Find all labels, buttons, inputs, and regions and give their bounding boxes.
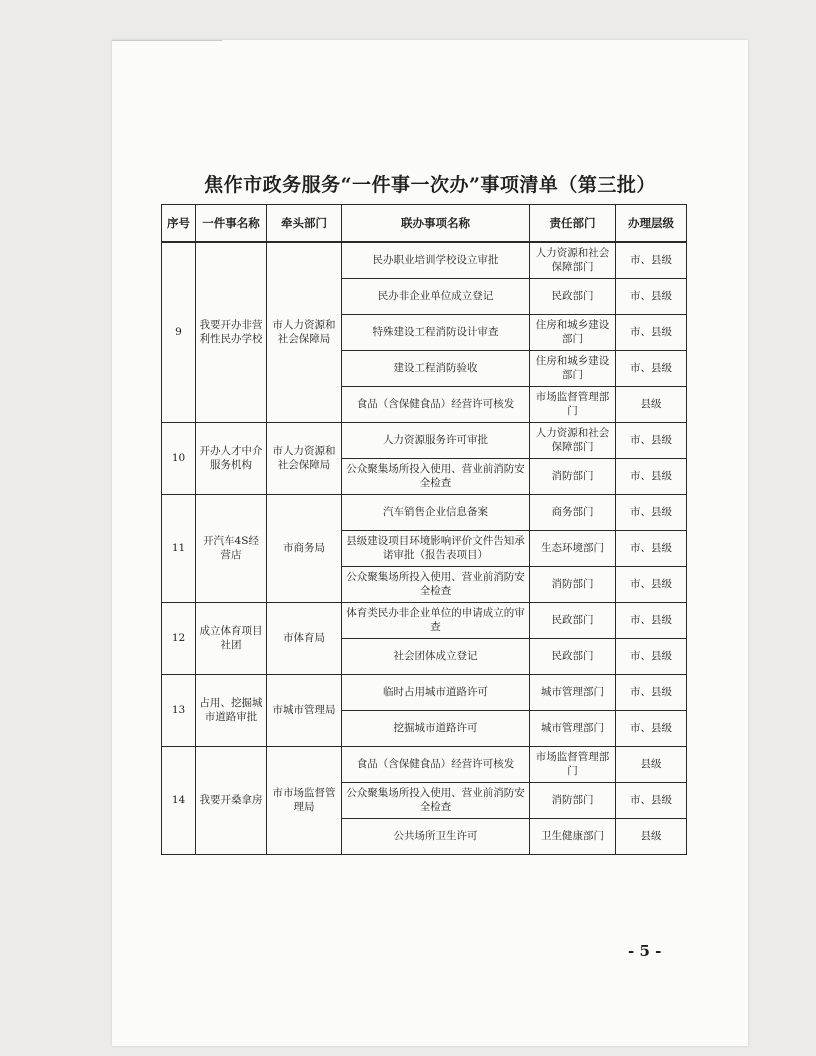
handling-level-cell: 市、县级 (616, 566, 687, 602)
group-number-cell: 12 (162, 602, 196, 674)
lead-department-cell: 市城市管理局 (267, 674, 342, 746)
handling-level-cell: 县级 (616, 746, 687, 782)
handling-level-cell: 市、县级 (616, 350, 687, 386)
responsible-department-cell: 民政部门 (530, 638, 616, 674)
responsible-department-cell: 城市管理部门 (530, 674, 616, 710)
joint-task-cell: 临时占用城市道路许可 (342, 674, 530, 710)
responsible-department-cell: 商务部门 (530, 494, 616, 530)
table-row (162, 242, 687, 278)
handling-level-cell: 市、县级 (616, 458, 687, 494)
page-number: - 5 - (628, 942, 662, 960)
responsible-department-cell: 住房和城乡建设部门 (530, 350, 616, 386)
responsible-department-cell: 生态环境部门 (530, 530, 616, 566)
joint-task-cell: 社会团体成立登记 (342, 638, 530, 674)
responsible-department-cell: 市场监督管理部门 (530, 386, 616, 422)
responsible-department-cell: 市场监督管理部门 (530, 746, 616, 782)
group-number-cell: 10 (162, 422, 196, 494)
group-number-cell: 13 (162, 674, 196, 746)
column-header-task: 联办事项名称 (342, 205, 530, 243)
column-header-dept: 责任部门 (530, 205, 616, 243)
column-header-level: 办理层级 (616, 205, 687, 243)
joint-task-cell: 公共场所卫生许可 (342, 818, 530, 854)
joint-task-cell: 公众聚集场所投入使用、营业前消防安全检查 (342, 458, 530, 494)
joint-task-cell: 食品（含保健食品）经营许可核发 (342, 386, 530, 422)
handling-level-cell: 县级 (616, 386, 687, 422)
table-row (162, 494, 687, 530)
joint-task-cell: 汽车销售企业信息备案 (342, 494, 530, 530)
responsible-department-cell: 城市管理部门 (530, 710, 616, 746)
table-body (162, 242, 687, 854)
lead-department-cell: 市人力资源和社会保障局 (267, 422, 342, 494)
table-row (162, 746, 687, 782)
table-header-row (162, 205, 687, 243)
handling-level-cell: 市、县级 (616, 530, 687, 566)
joint-task-cell: 民办职业培训学校设立审批 (342, 242, 530, 278)
table-row (162, 602, 687, 638)
handling-level-cell: 市、县级 (616, 710, 687, 746)
joint-task-cell: 县级建设项目环境影响评价文件告知承诺审批（报告表项目） (342, 530, 530, 566)
responsible-department-cell: 民政部门 (530, 278, 616, 314)
joint-task-cell: 公众聚集场所投入使用、营业前消防安全检查 (342, 566, 530, 602)
item-name-cell: 成立体育项目社团 (196, 602, 267, 674)
handling-level-cell: 县级 (616, 818, 687, 854)
responsible-department-cell: 住房和城乡建设部门 (530, 314, 616, 350)
joint-task-cell: 特殊建设工程消防设计审查 (342, 314, 530, 350)
table-row (162, 674, 687, 710)
document-title: 焦作市政务服务“一件事一次办”事项清单（第三批） (204, 174, 656, 196)
handling-level-cell: 市、县级 (616, 314, 687, 350)
joint-task-cell: 体育类民办非企业单位的申请成立的审查 (342, 602, 530, 638)
lead-department-cell: 市体育局 (267, 602, 342, 674)
joint-task-cell: 建设工程消防验收 (342, 350, 530, 386)
responsible-department-cell: 人力资源和社会保障部门 (530, 422, 616, 458)
joint-task-cell: 人力资源服务许可审批 (342, 422, 530, 458)
item-name-cell: 我要开办非营利性民办学校 (196, 242, 267, 422)
handling-level-cell: 市、县级 (616, 674, 687, 710)
group-number-cell: 11 (162, 494, 196, 602)
responsible-department-cell: 消防部门 (530, 566, 616, 602)
handling-level-cell: 市、县级 (616, 782, 687, 818)
column-header-no: 序号 (162, 205, 196, 243)
responsible-department-cell: 卫生健康部门 (530, 818, 616, 854)
column-header-name: 一件事名称 (196, 205, 267, 243)
column-header-lead: 牵头部门 (267, 205, 342, 243)
lead-department-cell: 市商务局 (267, 494, 342, 602)
item-name-cell: 开汽车4S经营店 (196, 494, 267, 602)
scan-edge-line (112, 40, 222, 41)
handling-level-cell: 市、县级 (616, 422, 687, 458)
handling-level-cell: 市、县级 (616, 278, 687, 314)
item-name-cell: 开办人才中介服务机构 (196, 422, 267, 494)
handling-level-cell: 市、县级 (616, 494, 687, 530)
joint-task-cell: 食品（含保健食品）经营许可核发 (342, 746, 530, 782)
lead-department-cell: 市市场监督管理局 (267, 746, 342, 854)
table-row (162, 422, 687, 458)
item-name-cell: 我要开桑拿房 (196, 746, 267, 854)
item-list-table (161, 204, 687, 855)
item-name-cell: 占用、挖掘城市道路审批 (196, 674, 267, 746)
responsible-department-cell: 民政部门 (530, 602, 616, 638)
handling-level-cell: 市、县级 (616, 602, 687, 638)
responsible-department-cell: 消防部门 (530, 458, 616, 494)
handling-level-cell: 市、县级 (616, 242, 687, 278)
responsible-department-cell: 人力资源和社会保障部门 (530, 242, 616, 278)
joint-task-cell: 挖掘城市道路许可 (342, 710, 530, 746)
joint-task-cell: 公众聚集场所投入使用、营业前消防安全检查 (342, 782, 530, 818)
group-number-cell: 9 (162, 242, 196, 422)
lead-department-cell: 市人力资源和社会保障局 (267, 242, 342, 422)
handling-level-cell: 市、县级 (616, 638, 687, 674)
responsible-department-cell: 消防部门 (530, 782, 616, 818)
joint-task-cell: 民办非企业单位成立登记 (342, 278, 530, 314)
group-number-cell: 14 (162, 746, 196, 854)
